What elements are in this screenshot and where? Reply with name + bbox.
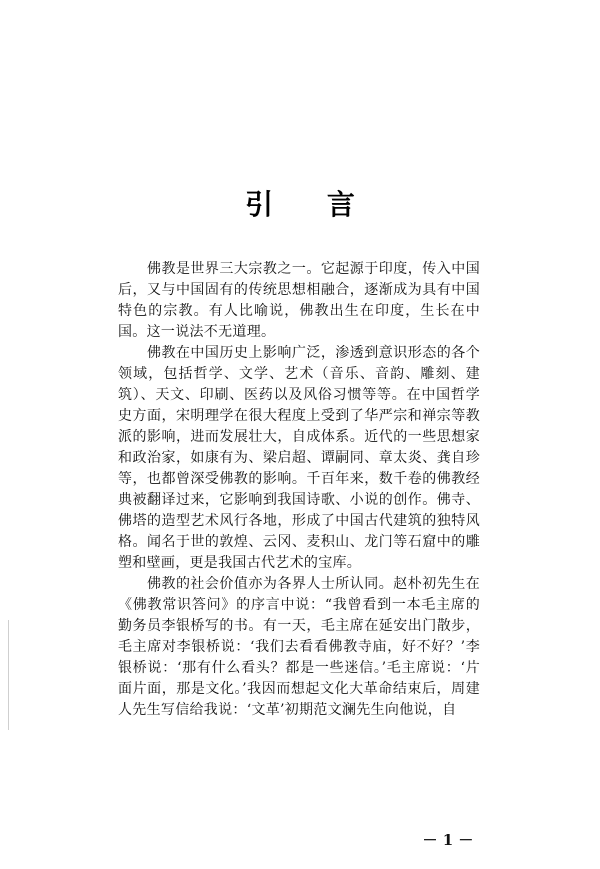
paragraph: 佛教在中国历史上影响广泛，渗透到意识形态的各个领域，包括哲学、文学、艺术（音乐、音韵、雕刻、建筑）、天文、印刷、医药以及风俗习惯等等。在中国哲学史方面，宋明理学在很大程度上受到了华严宗和禅宗等教派的影响，进而发展壮大，自成体系。近代的一些思想家和政治家，如康有为、梁启超、谭嗣同、章太炎、龚自珍等，也都曾深受佛教的影响。千百年来，数千卷的佛教经典被翻译过来，它影响到我国诗歌、小说的创作。佛寺、佛塔的造型艺术风行各地，形成了中国古代建筑的独特风格。闻名于世的敦煌、云冈、麦积山、龙门等石窟中的雕塑和壁画，更是我国古代艺术的宝库。 <box>118 345 480 571</box>
body-text <box>118 259 480 721</box>
chapter-title: 引 言 <box>245 188 377 221</box>
page-number: － 1 － <box>422 831 474 849</box>
scan-edge-line <box>8 620 9 730</box>
paragraph: 佛教是世界三大宗教之一。它起源于印度，传入中国后，又与中国固有的传统思想相融合，逐渐成为具有中国特色的宗教。有人比喻说，佛教出生在印度，生长在中国。这一说法不无道理。 <box>118 261 480 340</box>
paragraph: 佛教的社会价值亦为各界人士所认同。赵朴初先生在《佛教常识答问》的序言中说：“我曾看到一本毛主席的勤务员李银桥写的书。有一天，毛主席在延安出门散步，毛主席对李银桥说：‘我们去看看佛教寺庙，好不好？’李银桥说：‘那有什么看头？都是一些迷信。’毛主席说：‘片面片面，那是文化。’我因而想起文化大革命结束后，周建人先生写信给我说：‘文革’初期范文澜先生向他说，自 <box>118 576 480 718</box>
